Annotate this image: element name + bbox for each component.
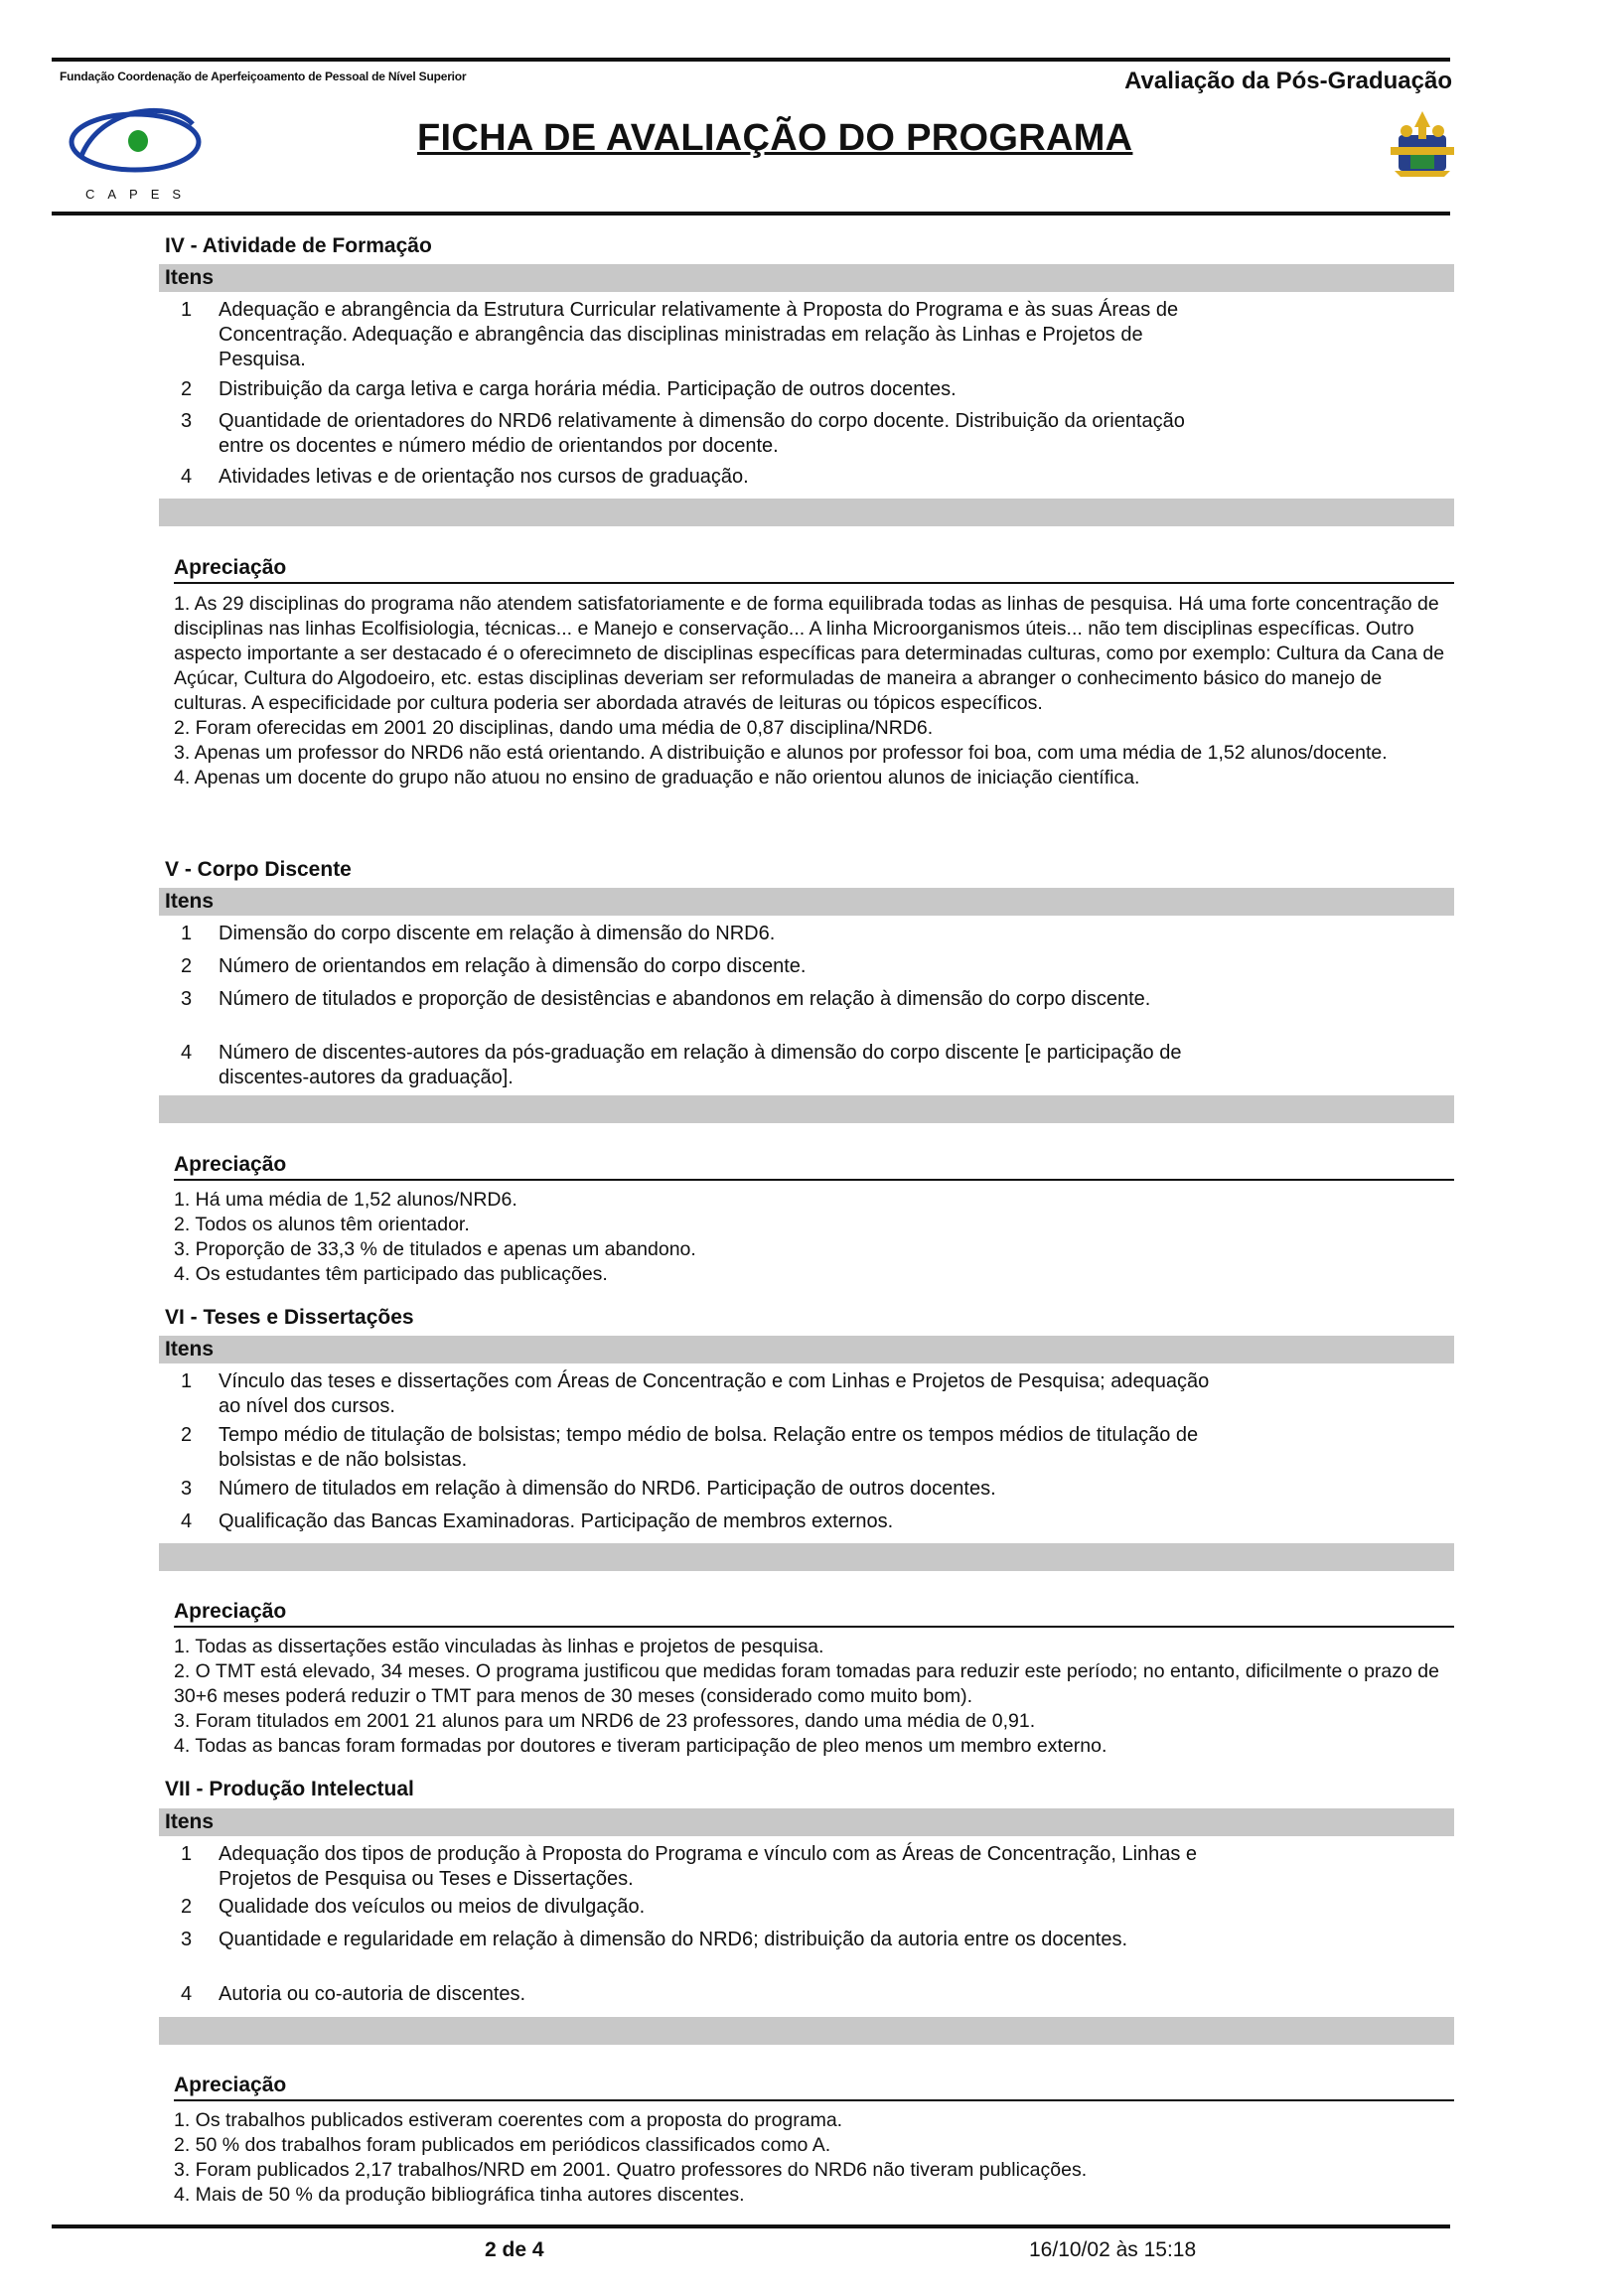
item-number: 3 — [181, 988, 193, 1010]
section-title: VI - Teses e Dissertações — [165, 1306, 414, 1329]
item-number: 4 — [181, 1042, 193, 1064]
item-number: 3 — [181, 410, 193, 432]
items-label: Itens — [165, 1338, 215, 1361]
separator-bar — [159, 2017, 1454, 2045]
item-number: 2 — [181, 378, 193, 400]
appreciation-title: Apreciação — [174, 556, 287, 579]
item-number: 4 — [181, 1983, 193, 2005]
item-number: 2 — [181, 1896, 193, 1918]
top-rule — [52, 58, 1450, 62]
item-text: Autoria ou co-autoria de discentes. — [219, 1983, 526, 2005]
appreciation-title: Apreciação — [174, 2074, 287, 2096]
item-number: 4 — [181, 466, 193, 488]
item-number: 2 — [181, 1424, 193, 1446]
appreciation-rule — [174, 582, 1454, 584]
item-number: 4 — [181, 1510, 193, 1532]
appreciation-text: 1. Todas as dissertações estão vinculadas às linhas e projetos de pesquisa. 2. O TMT está elevado, 34 meses. O programa justificou que medidas foram tomadas para reduzir este período; no entanto, dificilmente o prazo de 30+6 meses poderá reduzir o TMT para menos de 30 meses (considerado como muito bom). 3. Foram titulados em 2001 21 alunos para um NRD6 de 23 professores, dando uma média de 0,91. 4. Todas as bancas foram formadas por doutores e tiveram participação de pleo menos um membro externo. — [174, 1636, 1439, 1757]
item-text: Número de orientandos em relação à dimensão do corpo discente. — [219, 955, 807, 977]
appreciation-rule — [174, 2099, 1454, 2101]
item-text: Quantidade de orientadores do NRD6 relativamente à dimensão do corpo docente. Distribuição da orientação entre os docentes e número médio de orientandos por docente. — [219, 410, 1185, 457]
item-text: Qualificação das Bancas Examinadoras. Participação de membros externos. — [219, 1510, 894, 1532]
coat-of-arms-icon — [1389, 107, 1456, 179]
appreciation-title: Apreciação — [174, 1600, 287, 1623]
items-header-bar — [159, 1336, 1454, 1363]
print-date: 16/10/02 às 15:18 — [1029, 2238, 1197, 2261]
separator-bar — [159, 1543, 1454, 1571]
item-text: Vínculo das teses e dissertações com Áreas de Concentração e com Linhas e Projetos de Pesquisa; adequação ao nível dos cursos. — [219, 1370, 1210, 1417]
item-text: Dimensão do corpo discente em relação à dimensão do NRD6. — [219, 923, 776, 944]
evaluation-title: Avaliação da Pós-Graduação — [1124, 68, 1452, 94]
items-header-bar — [159, 264, 1454, 292]
section-title: IV - Atividade de Formação — [165, 234, 432, 257]
item-text: Quantidade e regularidade em relação à dimensão do NRD6; distribuição da autoria entre os docentes. — [219, 1929, 1127, 1950]
appreciation-text: 1. Há uma média de 1,52 alunos/NRD6. 2. Todos os alunos têm orientador. 3. Proporção de 33,3 % de titulados e apenas um abandono. 4. Os estudantes têm participado das publicações. — [174, 1189, 696, 1285]
appreciation-text: 1. As 29 disciplinas do programa não atendem satisfatoriamente e de forma equilibrada todas as linhas de pesquisa. Há uma forte concentração de disciplinas nas linhas Ecolfisiologia, técnicas... e Manejo e conservação... A linha Microorganismos úteis... não tem disciplinas específicas. Outro aspecto importante a ser destacado é o oferecimneto de disciplinas específicas para determinadas culturas, como por exemplo: Cultura da Cana de Açúcar, Cultura do Algodoeiro, etc. estas disciplinas deveriam ser reformuladas de maneira a abranger o conhecimento básico do manejo de culturas. A especificidade por cultura poderia ser abordada através de leituras ou tópicos específicos. 2. Foram oferecidas em 2001 20 disciplinas, dando uma média de 0,87 disciplina/NRD6. 3. Apenas um professor do NRD6 não está orientando. A distribuição e alunos por professor foi boa, com uma média de 1,52 alunos/docente. 4. Apenas um docente do grupo não atuou no ensino de graduação e não orientou alunos de iniciação científica. — [174, 593, 1445, 789]
appreciation-text: 1. Os trabalhos publicados estiveram coerentes com a proposta do programa. 2. 50 % dos trabalhos foram publicados em periódicos classificados como A. 3. Foram publicados 2,17 trabalhos/NRD em 2001. Quatro professores do NRD6 não tiveram publicações. 4. Mais de 50 % da produção bibliográfica tinha autores discentes. — [174, 2109, 1088, 2206]
item-number: 2 — [181, 955, 193, 977]
item-text: Qualidade dos veículos ou meios de divulgação. — [219, 1896, 646, 1918]
section-title: V - Corpo Discente — [165, 858, 352, 881]
items-header-bar — [159, 1808, 1454, 1836]
item-number: 1 — [181, 1370, 193, 1392]
items-label: Itens — [165, 890, 215, 913]
appreciation-rule — [174, 1179, 1454, 1181]
item-text: Tempo médio de titulação de bolsistas; tempo médio de bolsa. Relação entre os tempos médios de titulação de bolsistas e de não bolsistas. — [219, 1424, 1199, 1471]
item-text: Adequação e abrangência da Estrutura Curricular relativamente à Proposta do Programa e às suas Áreas de Concentração. Adequação e abrangência das disciplinas ministradas em relação às Linhas e Projetos de Pesquisa. — [219, 299, 1179, 370]
logo-caption: CAPES — [85, 187, 195, 202]
item-text: Número de discentes-autores da pós-graduação em relação à dimensão do corpo discente [e participação de discentes-autores da graduação]. — [219, 1042, 1182, 1088]
header-rule — [52, 212, 1450, 215]
item-text: Adequação dos tipos de produção à Proposta do Programa e vínculo com as Áreas de Concentração, Linhas e Projetos de Pesquisa ou Teses e Dissertações. — [219, 1843, 1198, 1890]
item-text: Número de titulados e proporção de desistências e abandonos em relação à dimensão do corpo discente. — [219, 988, 1151, 1010]
separator-bar — [159, 499, 1454, 526]
items-header-bar — [159, 888, 1454, 916]
item-text: Atividades letivas e de orientação nos cursos de graduação. — [219, 466, 749, 488]
item-number: 1 — [181, 923, 193, 944]
items-label: Itens — [165, 1810, 215, 1833]
item-number: 1 — [181, 1843, 193, 1865]
separator-bar — [159, 1095, 1454, 1123]
foundation-name: Fundação Coordenação de Aperfeiçoamento de Pessoal de Nível Superior — [60, 70, 467, 83]
footer-rule — [52, 2224, 1450, 2228]
item-text: Distribuição da carga letiva e carga horária média. Participação de outros docentes. — [219, 378, 957, 400]
item-number: 1 — [181, 299, 193, 321]
appreciation-title: Apreciação — [174, 1153, 287, 1176]
document-title: FICHA DE AVALIAÇÃO DO PROGRAMA — [417, 117, 1133, 159]
appreciation-rule — [174, 1626, 1454, 1628]
item-number: 3 — [181, 1478, 193, 1500]
item-text: Número de titulados em relação à dimensão do NRD6. Participação de outros docentes. — [219, 1478, 996, 1500]
item-number: 3 — [181, 1929, 193, 1950]
section-title: VII - Produção Intelectual — [165, 1778, 414, 1800]
page-number: 2 de 4 — [485, 2238, 544, 2261]
items-label: Itens — [165, 266, 215, 289]
